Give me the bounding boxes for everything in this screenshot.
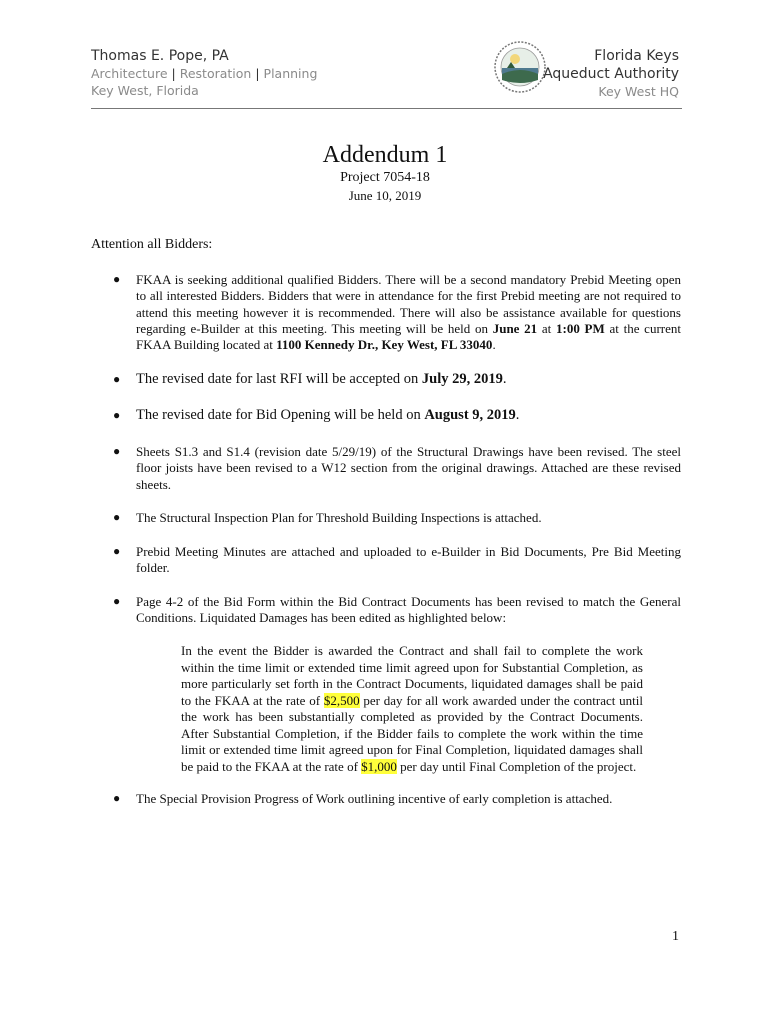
service-planning: Planning bbox=[263, 66, 318, 81]
highlight-amount-final: $1,000 bbox=[361, 758, 397, 774]
service-architecture: Architecture bbox=[91, 66, 168, 81]
service-restoration: Restoration bbox=[179, 66, 252, 81]
header-right bbox=[543, 47, 679, 100]
header-divider bbox=[91, 108, 682, 109]
document-date: June 10, 2019 bbox=[348, 188, 422, 203]
document-title: Addendum 1 bbox=[322, 142, 448, 168]
authority-name-line2: Aqueduct Authority bbox=[543, 66, 679, 82]
item-special-provision: The Special Provision Progress of Work outlining incentive of early completion is attached. bbox=[136, 791, 613, 806]
bullet-icon: ● bbox=[113, 791, 121, 805]
page-number: 1 bbox=[672, 929, 679, 944]
bullet-icon: ● bbox=[113, 444, 121, 458]
authority-name-line1: Florida Keys bbox=[594, 48, 679, 64]
header-left bbox=[91, 47, 317, 99]
item-inspection-plan: The Structural Inspection Plan for Threshold Building Inspections is attached. bbox=[136, 510, 542, 525]
item-structural-sheets: Sheets S1.3 and S1.4 (revision date 5/29/19) of the Structural Drawings have been revised. The steel floor joists have been revised to a W12 section from the original drawings. Attached are these revised sheets. bbox=[136, 444, 681, 492]
bullet-icon: ● bbox=[113, 544, 121, 558]
firm-name: Thomas E. Pope, PA bbox=[91, 48, 229, 64]
item-rfi-date: The revised date for last RFI will be accepted on July 29, 2019. bbox=[136, 371, 507, 387]
firm-services: Architecture | Restoration | Planning bbox=[91, 66, 318, 81]
authority-location: Key West HQ bbox=[598, 84, 679, 99]
bullet-icon: ● bbox=[113, 408, 121, 422]
bullet-icon: ● bbox=[113, 372, 121, 386]
item-bid-opening-date: The revised date for Bid Opening will be held on August 9, 2019. bbox=[136, 407, 520, 423]
firm-location: Key West, Florida bbox=[91, 83, 199, 98]
salutation: Attention all Bidders: bbox=[91, 237, 213, 252]
item-bid-form-revision: Page 4-2 of the Bid Form within the Bid Contract Documents has been revised to match the General Conditions. Liquidated Damages has been edited as highlighted below: bbox=[136, 594, 681, 626]
liquidated-damages-quote: In the event the Bidder is awarded the Contract and shall fail to complete the work within the time limit or extended time limit agreed upon for Substantial Completion, as more particularly set forth in the Contract Documents, liquidated damages shall be paid to the FKAA at the rate of $2,500 per day for all work awarded under the contract until the work has been substantially completed as provided by the Contract Documents. After Substantial Completion, if the Bidder fails to complete the work within the time limit or extended time limit agreed upon for Final Completion, liquidated damages shall be paid to the FKAA at the rate of $1,000 per day until Final Completion of the project. bbox=[181, 643, 643, 774]
highlight-amount-substantial: $2,500 bbox=[323, 692, 360, 708]
bullet-icon: ● bbox=[113, 594, 121, 608]
bullet-icon: ● bbox=[113, 510, 121, 524]
item-prebid-meeting: FKAA is seeking additional qualified Bidders. There will be a second mandatory Prebid Meeting open to all interested Bidders. Bidders that were in attendance for the first Prebid meeting are not required to attend this meeting however it is recommended. There will also be assistance available for questions regarding e-Builder at this meeting. This meeting will be held on June 21 at 1:00 PM at the current FKAA Building located at 1100 Kennedy Dr., Key West, FL 33040. bbox=[136, 272, 681, 353]
project-number: Project 7054-18 bbox=[340, 170, 430, 185]
fkaa-seal-icon bbox=[493, 40, 547, 94]
item-meeting-minutes: Prebid Meeting Minutes are attached and uploaded to e-Builder in Bid Documents, Pre Bid Meeting folder. bbox=[136, 544, 681, 576]
bullet-icon: ● bbox=[113, 272, 121, 286]
